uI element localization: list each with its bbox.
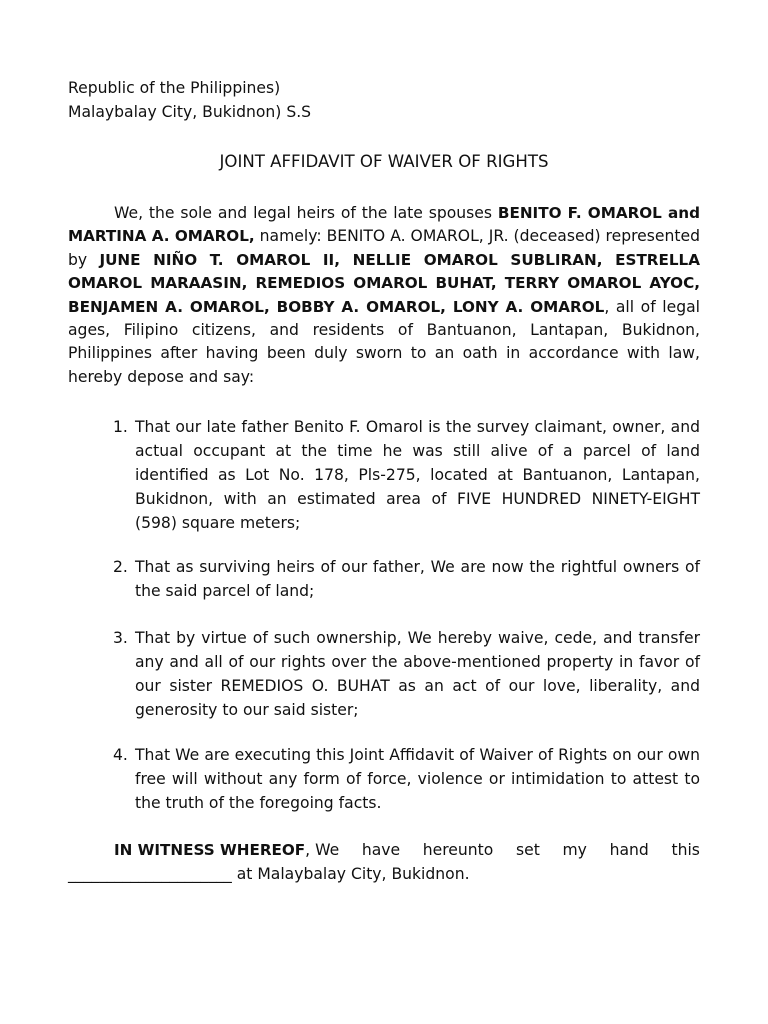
list-item — [113, 415, 700, 535]
list-item — [113, 743, 700, 815]
list-item-text: That by virtue of such ownership, We hereby waive, cede, and transfer any and all of our rights over the above-mentioned property in favor of our sister REMEDIOS O. BUHAT as an act of our love, liberality, and generosity to our said sister; — [135, 629, 700, 719]
witness-whereof: IN WITNESS WHEREOF — [114, 841, 306, 859]
witness-word: have — [361, 841, 401, 859]
list-item-number: 4. — [113, 746, 128, 764]
witness-word: set — [515, 841, 540, 859]
intro-text-2: namely: BENITO A. OMAROL, JR. (deceased) represented by — [68, 227, 700, 269]
list-item — [113, 626, 700, 722]
witness-clause — [68, 838, 700, 886]
witness-line-2: _____________________ at Malaybalay City, Bukidnon. — [68, 865, 470, 883]
list-item-number: 3. — [113, 629, 128, 647]
venue-line-city: Malaybalay City, Bukidnon) S.S — [68, 102, 312, 121]
document-title: JOINT AFFIDAVIT OF WAIVER OF RIGHTS — [219, 152, 549, 171]
witness-phrase — [114, 838, 339, 862]
intro-text-3: , all of legal ages, Filipino citizens, and residents of Bantuanon, Lantapan, Bukidnon, Philippines after having been duly sworn to an oath in accordance with law, hereby depose and say: — [68, 297, 700, 386]
intro-text-1: We, the sole and legal heirs of the late spouses — [114, 204, 498, 222]
witness-word: hand — [609, 841, 649, 859]
list-item-text: That We are executing this Joint Affidavit of Waiver of Rights on our own free will without any form of force, violence or intimidation to attest to the truth of the foregoing facts. — [135, 746, 700, 812]
witness-word: my — [562, 841, 587, 859]
list-item-number: 2. — [113, 558, 128, 576]
venue-block — [68, 77, 311, 124]
witness-word: hereunto — [422, 841, 494, 859]
venue-line-republic: Republic of the Philippines) — [68, 79, 281, 97]
witness-word: , We — [305, 841, 340, 859]
list-item — [113, 555, 700, 603]
intro-paragraph — [68, 202, 700, 389]
spouses-names: BENITO F. OMAROL and MARTINA A. OMAROL, — [68, 204, 700, 246]
witness-line-1 — [68, 838, 700, 862]
heirs-names: JUNE NIÑO T. OMAROL II, NELLIE OMAROL SUBLIRAN, ESTRELLA OMAROL MARAASIN, REMEDIOS OMAROL BUHAT, TERRY OMAROL AYOC, BENJAMEN A. OMAROL, BOBBY A. OMAROL, LONY A. OMAROL — [68, 250, 700, 316]
list-item-number: 1. — [113, 418, 128, 436]
list-item-text: That as surviving heirs of our father, We are now the rightful owners of the said parcel of land; — [135, 558, 700, 600]
list-item-text: That our late father Benito F. Omarol is the survey claimant, owner, and actual occupant at the time he was still alive of a parcel of land identified as Lot No. 178, Pls-275, located at Bantuanon, Lantapan, Bukidnon, with an estimated area of FIVE HUNDRED NINETY-EIGHT (598) square meters; — [135, 418, 700, 532]
witness-word: this — [671, 841, 700, 859]
